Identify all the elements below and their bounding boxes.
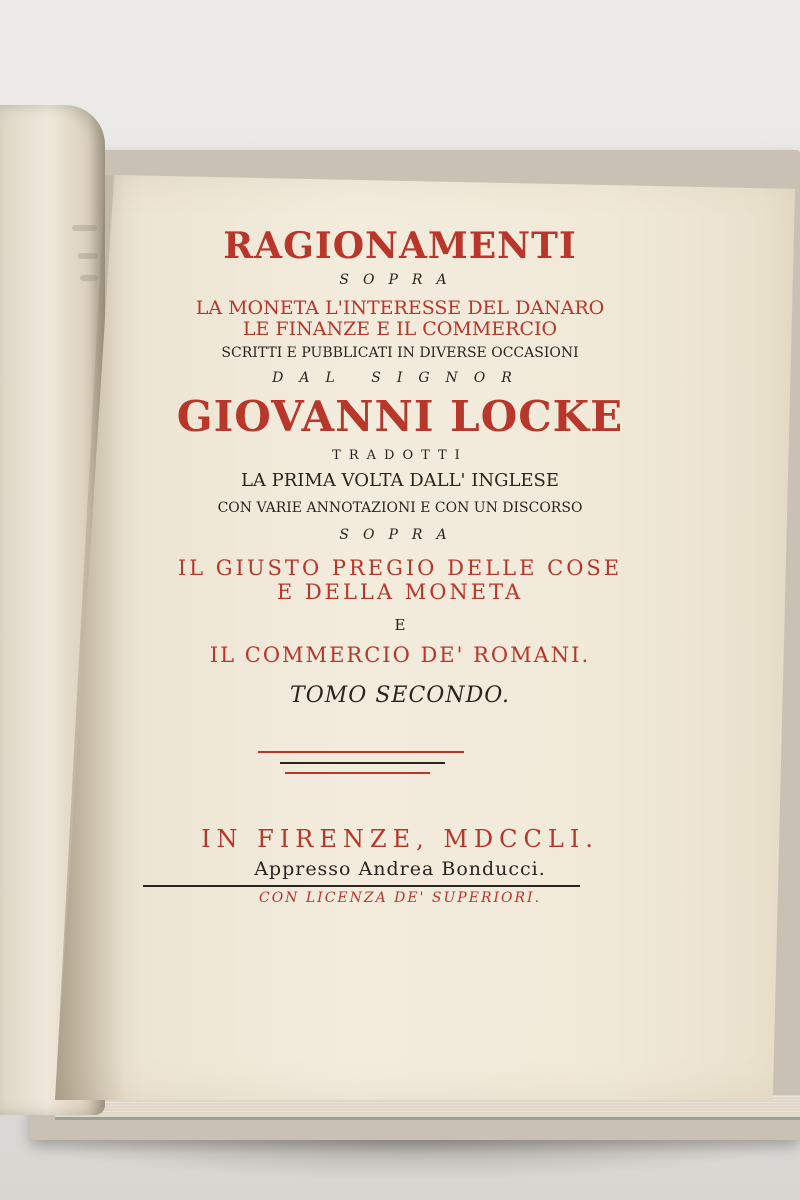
bleed-through-mark: [78, 253, 98, 259]
annotations-line: CON VARIE ANNOTAZIONI E CON UN DISCORSO: [217, 500, 583, 516]
dal-signor-line: DAL SIGNOR: [272, 370, 528, 386]
translation-line: LA PRIMA VOLTA DALL' INGLESE: [240, 470, 560, 491]
book-title: RAGIONAMENTI: [223, 225, 577, 267]
discourse-line-3: IL COMMERCIO DE' ROMANI.: [209, 643, 591, 667]
tradotti-line: TRADOTTI: [332, 448, 468, 463]
subject-line-1: LA MONETA L'INTERESSE DEL DANARO: [195, 297, 605, 319]
subject-line-2: LE FINANZE E IL COMMERCIO: [242, 318, 558, 340]
volume-line: TOMO SECONDO.: [290, 683, 510, 708]
bleed-through-mark: [72, 225, 97, 231]
imprint-rule: [143, 885, 580, 887]
bleed-through-mark: [80, 275, 98, 281]
discourse-line-2: E DELLA MONETA: [276, 580, 524, 604]
written-line: SCRITTI E PUBBLICATI IN DIVERSE OCCASIONI: [221, 345, 579, 361]
license-line: CON LICENZA DE' SUPERIORI.: [258, 890, 542, 906]
imprint-publisher: Appresso Andrea Bonducci.: [254, 858, 546, 880]
imprint-place-date: IN FIRENZE, MDCCLI.: [201, 825, 599, 853]
ornamental-rule-red-2: [285, 772, 430, 774]
sopra-line-2: SOPRA: [339, 527, 461, 543]
author-name: GIOVANNI LOCKE: [176, 392, 624, 441]
sopra-line-1: SOPRA: [339, 272, 461, 288]
ornamental-rule-red: [258, 751, 464, 753]
ornamental-rule-black: [280, 762, 445, 764]
discourse-line-1: IL GIUSTO PREGIO DELLE COSE: [177, 556, 623, 580]
conjunction-line: E: [394, 616, 406, 634]
